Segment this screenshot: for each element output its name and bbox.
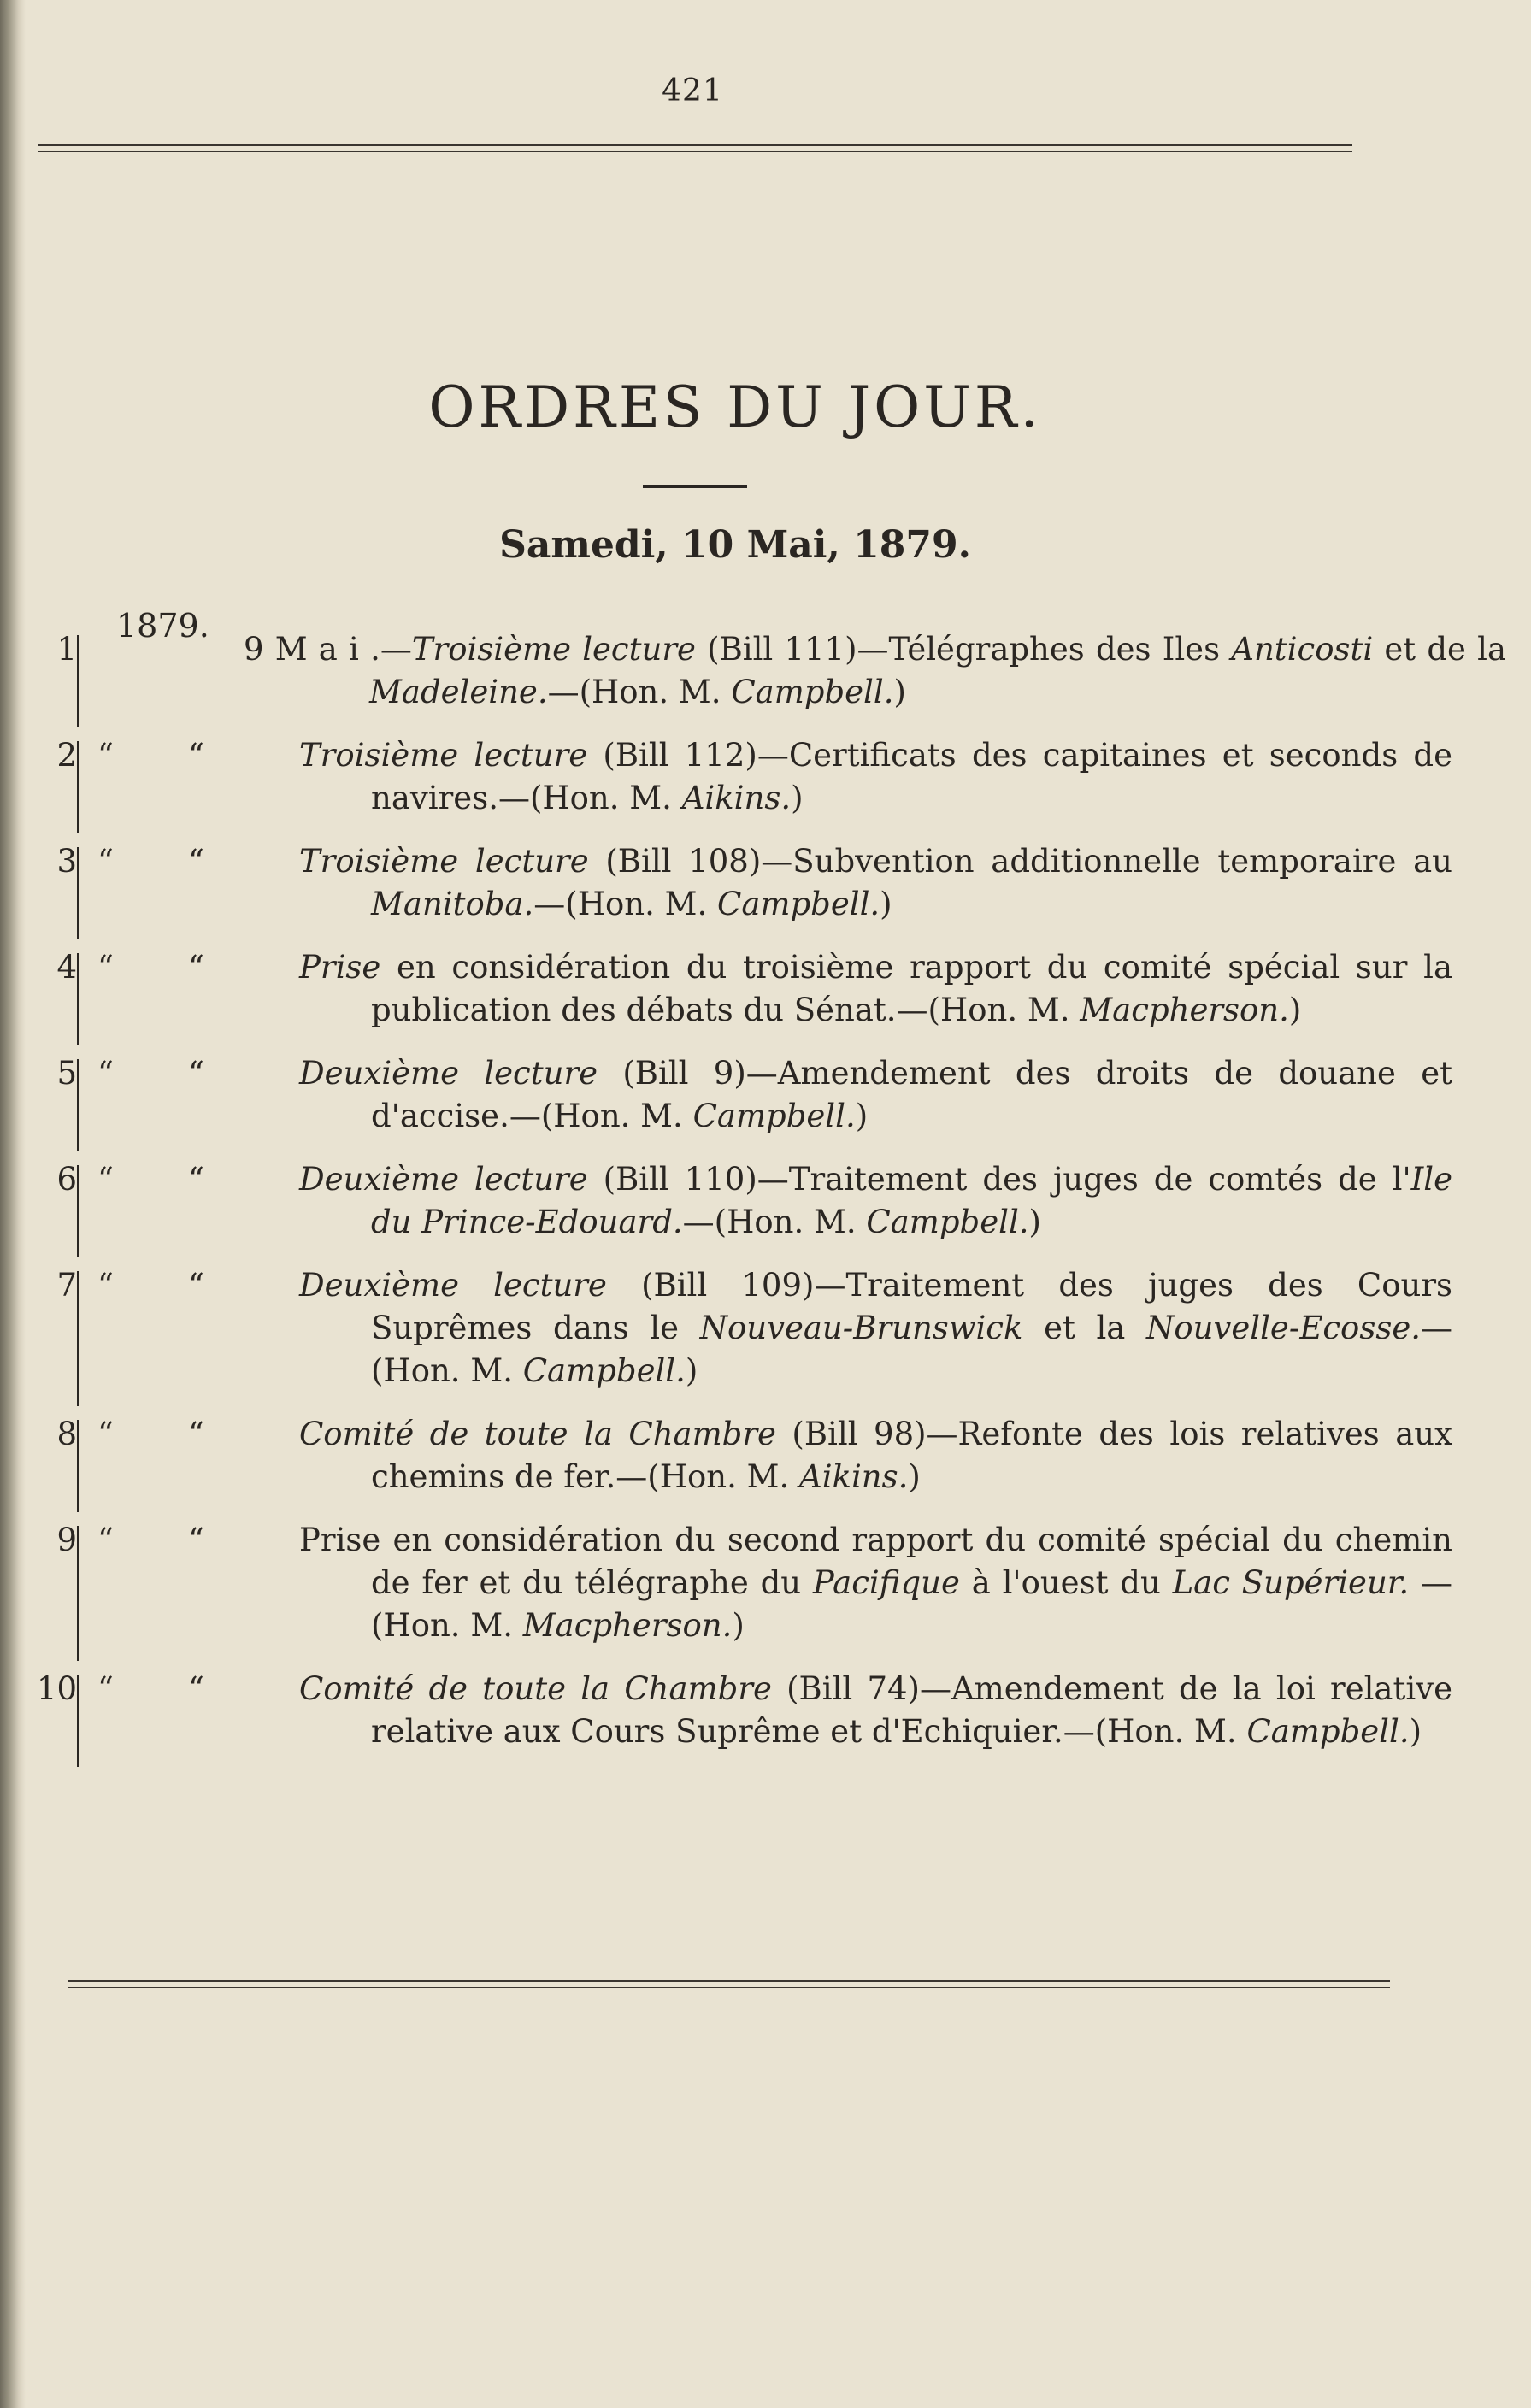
ditto-mark: “ [97, 1522, 114, 1558]
margin-bar [77, 847, 79, 939]
ditto-mark: “ [188, 737, 204, 774]
entry-lead: Troisième lecture [299, 843, 589, 880]
entry-sponsor: Campbell. [866, 1204, 1029, 1240]
entry-number: 4 [56, 949, 77, 986]
margin-bar [77, 1526, 79, 1661]
entry-close: ) [732, 1607, 745, 1644]
margin-bar [77, 1420, 79, 1512]
entry-number: 3 [56, 843, 77, 880]
entry-sponsor: Macpherson. [522, 1607, 733, 1644]
entry-number: 6 [56, 1161, 77, 1198]
ditto-mark: “ [97, 737, 114, 774]
margin-bar [77, 1271, 79, 1406]
entry-number: 9 [56, 1522, 77, 1558]
entry-body: (Bill 109)—Traitement des juges des Cours Suprêmes dans le [371, 1267, 1452, 1346]
entry-italic: Pacifique [812, 1564, 960, 1601]
entry-date: 9 M a i .— [244, 631, 412, 668]
entry-sponsor: Campbell. [692, 1098, 856, 1134]
entry-sponsor: Aikins. [799, 1458, 909, 1495]
entry-text [299, 1158, 1452, 1244]
entry-close: ) [1288, 992, 1302, 1028]
margin-bar [77, 741, 79, 833]
ditto-mark: “ [188, 1055, 204, 1092]
ditto-mark: “ [188, 1267, 204, 1304]
entry-number: 2 [56, 737, 77, 774]
margin-bar [77, 953, 79, 1045]
margin-bar [77, 1165, 79, 1257]
entry-close: ) [880, 886, 892, 922]
entry-body: Prise en considération du second rapport du comité spécial du chemin de fer et du télégraphe du [299, 1522, 1452, 1601]
entry-body: (Bill 112)—Certificats des capitaines et seconds de navires.—(Hon. M. [371, 737, 1453, 816]
entry-sponsor: Macpherson. [1080, 992, 1289, 1028]
entry-text [299, 946, 1452, 1032]
entry-close: ) [908, 1458, 921, 1495]
ditto-mark: “ [97, 843, 114, 880]
ditto-mark: “ [97, 1055, 114, 1092]
entry-lead: Troisième lecture [411, 631, 696, 668]
ditto-mark: “ [97, 1416, 114, 1452]
entry-text [299, 734, 1452, 820]
entry-body: (Bill 108)—Subvention additionnelle temporaire au [588, 843, 1452, 880]
entry-body: (Bill 9)—Amendement des droits de douane et d'accise.—(Hon. M. [371, 1055, 1452, 1134]
entry-italic: Lac Supérieur. [1172, 1564, 1410, 1601]
entry-close: ) [1409, 1713, 1422, 1750]
entry-sponsor: Aikins. [681, 780, 792, 816]
entry-body: (Bill 98)—Refonte des lois relatives aux chemins de fer.—(Hon. M. [371, 1416, 1452, 1495]
ditto-mark: “ [188, 1670, 204, 1707]
page-binding-edge [0, 0, 26, 2408]
entry-number: 1 [56, 631, 77, 668]
entry-number: 8 [56, 1416, 77, 1452]
entry-text [299, 1413, 1452, 1498]
entry-body: (Bill 110)—Traitement des juges de comtés de l' [587, 1161, 1411, 1198]
entry-lead: Deuxième lecture [299, 1055, 598, 1092]
entry-number: 7 [56, 1267, 77, 1304]
entry-sponsor: Campbell. [717, 886, 880, 922]
entry-body-mid: à l'ouest du [959, 1564, 1173, 1601]
entry-close: ) [791, 780, 804, 816]
entry-close: ) [1028, 1204, 1041, 1240]
entry-body-tail: —(Hon. M. [371, 1310, 1452, 1389]
top-rule [38, 144, 1352, 152]
entry-italic: Nouveau-Brunswick [699, 1310, 1023, 1346]
entry-number: 5 [56, 1055, 77, 1092]
ditto-mark: “ [97, 949, 114, 986]
bottom-rule [68, 1980, 1390, 1988]
entry-text [299, 1519, 1452, 1647]
ditto-mark: “ [188, 1522, 204, 1558]
ditto-mark: “ [97, 1267, 114, 1304]
entry-sponsor: Campbell. [731, 674, 894, 710]
page-title: ORDRES DU JOUR. [428, 374, 1042, 440]
entry-lead: Troisième lecture [299, 737, 588, 774]
entry-lead: Comité de toute la Chambre [299, 1416, 776, 1452]
entry-text [299, 1052, 1452, 1138]
entry-italic: Nouvelle-Ecosse. [1145, 1310, 1421, 1346]
entry-italic: Manitoba. [371, 886, 534, 922]
entry-sponsor: Campbell. [1246, 1713, 1410, 1750]
entry-number: 10 [36, 1670, 77, 1707]
page-number: 421 [662, 74, 723, 109]
margin-bar [77, 635, 79, 727]
entry-body: (Bill 74)—Amendement de la loi relative relative aux Cours Suprême et d'Echiquier.—(Hon. M. [371, 1670, 1452, 1750]
entry-close: ) [855, 1098, 869, 1134]
entry-text [299, 1264, 1452, 1392]
ditto-mark: “ [97, 1670, 114, 1707]
entry-lead: Comité de toute la Chambre [299, 1670, 772, 1707]
entry-lead: Deuxième lecture [299, 1161, 588, 1198]
entry-body-mid: et de la [1373, 631, 1507, 668]
entry-text [244, 628, 1506, 714]
ditto-mark: “ [188, 1416, 204, 1452]
entry-italic: Ile du Prince-Edouard. [371, 1161, 1453, 1240]
entry-lead: Deuxième lecture [299, 1267, 607, 1304]
entry-body-tail: —(Hon. M. [547, 674, 732, 710]
entry-body: (Bill 111)—Télégraphes des Iles [695, 631, 1232, 668]
ditto-mark: “ [188, 1161, 204, 1198]
entry-italic: Anticosti [1231, 631, 1374, 668]
entry-text [299, 840, 1452, 926]
entry-sponsor: Campbell. [522, 1352, 686, 1389]
ditto-mark: “ [188, 949, 204, 986]
margin-bar [77, 1675, 79, 1767]
entry-close: ) [893, 674, 906, 710]
entry-close: ) [685, 1352, 698, 1389]
entry-body-mid: et la [1022, 1310, 1146, 1346]
entry-body-mid: —(Hon. M. [682, 1204, 867, 1240]
entry-italic: Madeleine. [369, 674, 548, 710]
ditto-mark: “ [188, 843, 204, 880]
entry-body-mid: —(Hon. M. [533, 886, 718, 922]
ditto-mark: “ [97, 1161, 114, 1198]
margin-bar [77, 1059, 79, 1151]
entry-body: en considération du troisième rapport du comité spécial sur la publication des débats du Sénat.—(Hon. M. [371, 949, 1452, 1028]
session-date: Samedi, 10 Mai, 1879. [499, 523, 971, 567]
year-label: 1879. [116, 607, 209, 645]
title-divider [643, 485, 747, 488]
entry-lead: Prise [299, 949, 381, 986]
entry-body-tail: —(Hon. M. [371, 1564, 1452, 1644]
entry-text [299, 1668, 1452, 1753]
